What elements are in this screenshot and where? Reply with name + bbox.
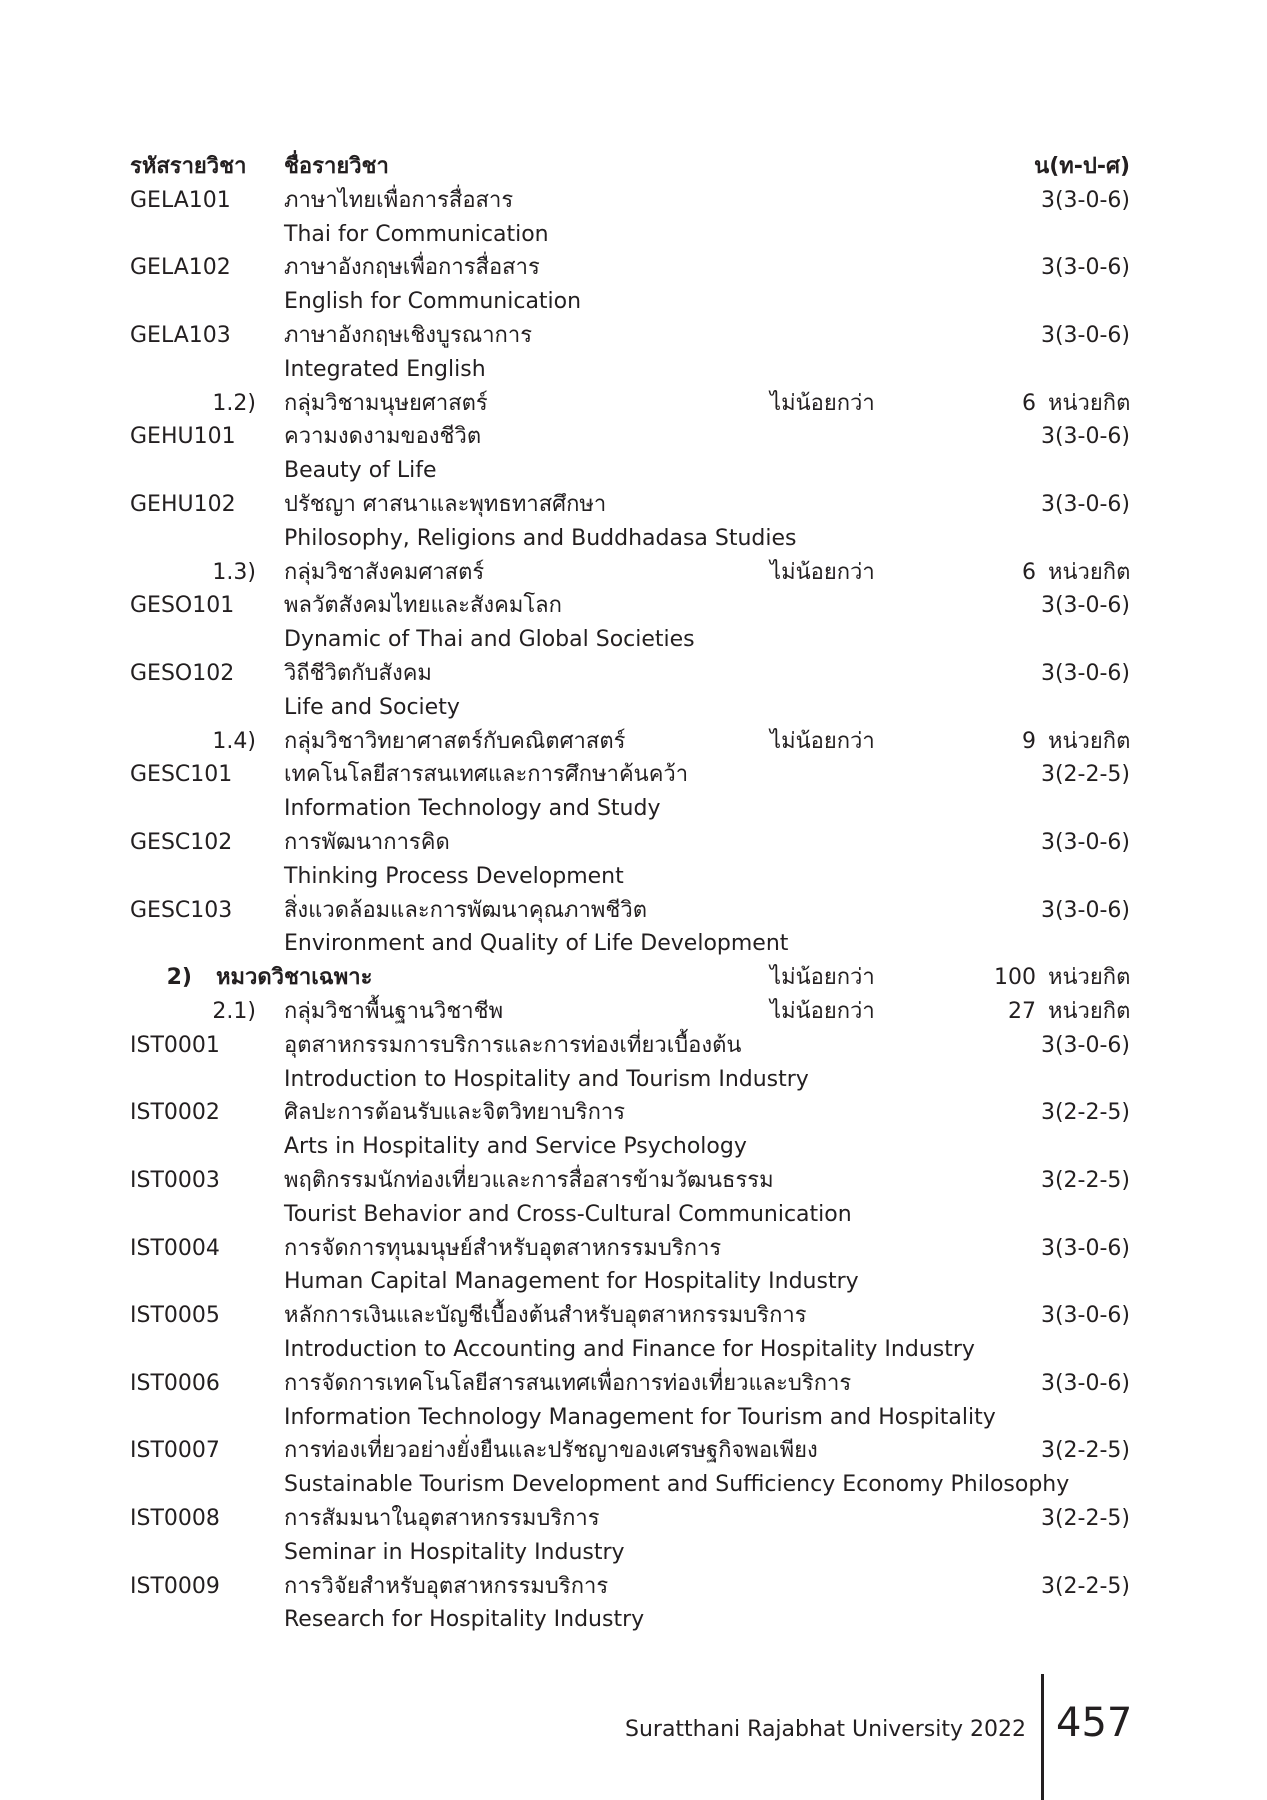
course-credit: 3(3-0-6)	[1040, 187, 1130, 213]
course-row-en	[0, 927, 1267, 961]
course-code: IST0004	[130, 1235, 220, 1261]
course-code: IST0006	[130, 1370, 220, 1396]
course-name-th: สิ่งแวดล้อมและการพัฒนาคุณภาพชีวิต	[284, 897, 647, 923]
course-row	[0, 1570, 1267, 1604]
group-credit-amount: 6	[1022, 559, 1036, 585]
course-row	[0, 319, 1267, 353]
course-code: GESC101	[130, 762, 233, 788]
course-code: IST0007	[130, 1438, 220, 1464]
table-header	[0, 150, 1267, 184]
course-credit: 3(3-0-6)	[1040, 1235, 1130, 1261]
course-credit: 3(3-0-6)	[1040, 424, 1130, 450]
course-code: GESC102	[130, 830, 233, 855]
course-row-en	[0, 623, 1267, 657]
group-condition: ไม่น้อยกว่า	[770, 390, 875, 416]
course-credit: 3(2-2-5)	[1040, 1506, 1130, 1531]
course-credit: 3(3-0-6)	[1040, 1370, 1130, 1396]
course-row	[0, 1367, 1267, 1401]
course-name-en: Sustainable Tourism Development and Sufficiency Economy Philosophy	[284, 1472, 1070, 1498]
course-name-th: ภาษาอังกฤษเพื่อการสื่อสาร	[284, 255, 540, 281]
course-code: GELA101	[130, 187, 231, 213]
course-credit: 3(2-2-5)	[1040, 762, 1130, 788]
group-condition: ไม่น้อยกว่า	[770, 559, 875, 585]
course-row-en	[0, 1603, 1267, 1637]
group-number: 1.4)	[212, 728, 256, 754]
course-name-en: Human Capital Management for Hospitality Industry	[284, 1269, 859, 1295]
course-credit: 3(3-0-6)	[1040, 830, 1130, 855]
course-credit: 3(3-0-6)	[1040, 1032, 1130, 1058]
course-name-en: Arts in Hospitality and Service Psychology	[284, 1134, 747, 1160]
course-name-en: Seminar in Hospitality Industry	[284, 1539, 625, 1565]
group-credit-amount: 100	[994, 965, 1036, 991]
course-row-en	[0, 792, 1267, 826]
course-credit: 3(2-2-5)	[1040, 1100, 1130, 1126]
group-name: กลุ่มวิชามนุษยศาสตร์	[284, 390, 488, 416]
course-row-en	[0, 1536, 1267, 1570]
course-code: IST0009	[130, 1573, 220, 1599]
course-credit: 3(2-2-5)	[1040, 1438, 1130, 1464]
course-code: GESO102	[130, 661, 235, 686]
group-credit-unit: หน่วยกิต	[1048, 999, 1131, 1024]
course-credit: 3(3-0-6)	[1040, 492, 1130, 517]
header-name: ชื่อรายวิชา	[284, 154, 389, 179]
group-credit-unit: หน่วยกิต	[1048, 728, 1131, 754]
course-name-th: การจัดการเทคโนโลยีสารสนเทศเพื่อการท่องเที่ยวและบริการ	[284, 1370, 852, 1396]
course-name-en: Tourist Behavior and Cross-Cultural Communication	[284, 1201, 852, 1227]
course-row	[0, 1299, 1267, 1333]
course-row-en	[0, 285, 1267, 319]
course-name-en: Introduction to Hospitality and Tourism Industry	[284, 1066, 809, 1092]
group-condition: ไม่น้อยกว่า	[770, 965, 875, 991]
course-row-en	[0, 1333, 1267, 1367]
course-row-en	[0, 522, 1267, 556]
course-name-en: Introduction to Accounting and Finance for Hospitality Industry	[284, 1337, 975, 1362]
course-credit: 3(3-0-6)	[1040, 323, 1130, 348]
course-credit: 3(2-2-5)	[1040, 1168, 1130, 1193]
course-name-th: เทคโนโลยีสารสนเทศและการศึกษาค้นคว้า	[284, 762, 689, 788]
course-row	[0, 589, 1267, 623]
group-name: กลุ่มวิชาวิทยาศาสตร์กับคณิตศาสตร์	[284, 728, 626, 754]
course-name-en: Beauty of Life	[284, 458, 437, 484]
course-row	[0, 251, 1267, 285]
course-credit: 3(3-0-6)	[1040, 897, 1130, 923]
course-row	[0, 1434, 1267, 1468]
group-condition: ไม่น้อยกว่า	[770, 999, 875, 1024]
course-row-en	[0, 1265, 1267, 1299]
course-row-en	[0, 1468, 1267, 1502]
group-condition: ไม่น้อยกว่า	[770, 728, 875, 754]
course-name-en: Information Technology and Study	[284, 796, 661, 822]
course-code: GESC103	[130, 897, 233, 923]
group-name: กลุ่มวิชาพื้นฐานวิชาชีพ	[284, 999, 504, 1024]
course-row-en	[0, 1401, 1267, 1435]
course-name-th: อุตสาหกรรมการบริการและการท่องเที่ยวเบื้องต้น	[284, 1032, 742, 1058]
category-row	[0, 961, 1267, 995]
course-name-th: การวิจัยสำหรับอุตสาหกรรมบริการ	[284, 1573, 609, 1599]
course-name-th: ศิลปะการต้อนรับและจิตวิทยาบริการ	[284, 1100, 626, 1126]
course-name-th: วิถีชีวิตกับสังคม	[284, 661, 432, 686]
group-number: 1.2)	[212, 390, 256, 416]
course-name-en: Philosophy, Religions and Buddhadasa Studies	[284, 525, 797, 551]
course-row-en	[0, 860, 1267, 894]
course-name-th: ภาษาอังกฤษเชิงบูรณาการ	[284, 323, 533, 348]
course-code: GESO101	[130, 593, 235, 619]
course-credit: 3(3-0-6)	[1040, 255, 1130, 281]
course-code: IST0001	[130, 1032, 220, 1058]
group-credit-unit: หน่วยกิต	[1048, 559, 1131, 585]
course-row	[0, 420, 1267, 454]
course-code: GELA102	[130, 255, 231, 281]
course-name-en: Thinking Process Development	[284, 863, 624, 889]
group-credit-amount: 27	[1008, 999, 1036, 1024]
course-credit: 3(3-0-6)	[1040, 1303, 1130, 1329]
course-row	[0, 657, 1267, 691]
course-row-en	[0, 1198, 1267, 1232]
course-row-en	[0, 1063, 1267, 1097]
course-name-en: Life and Society	[284, 694, 460, 720]
course-code: IST0002	[130, 1100, 220, 1126]
footer-text: Suratthani Rajabhat University 2022	[624, 1717, 1026, 1742]
course-row-en	[0, 1130, 1267, 1164]
course-name-th: การพัฒนาการคิด	[284, 830, 450, 855]
course-name-th: ภาษาไทยเพื่อการสื่อสาร	[284, 187, 514, 213]
course-row-en	[0, 218, 1267, 252]
course-code: IST0008	[130, 1506, 220, 1531]
course-row-en	[0, 454, 1267, 488]
course-credit: 3(3-0-6)	[1040, 593, 1130, 619]
course-name-th: ความงดงามของชีวิต	[284, 424, 482, 450]
course-code: IST0005	[130, 1303, 220, 1329]
course-row	[0, 184, 1267, 218]
group-credit-amount: 9	[1022, 728, 1036, 754]
course-row	[0, 1232, 1267, 1266]
course-name-th: พฤติกรรมนักท่องเที่ยวและการสื่อสารข้ามวัฒนธรรม	[284, 1168, 774, 1193]
group-credit-unit: หน่วยกิต	[1048, 965, 1131, 991]
course-row	[0, 894, 1267, 928]
course-name-th: ปรัชญา ศาสนาและพุทธทาสศึกษา	[284, 492, 607, 517]
group-row	[0, 387, 1267, 421]
course-name-en: Information Technology Management for Tourism and Hospitality	[284, 1404, 996, 1430]
course-name-en: Research for Hospitality Industry	[284, 1607, 645, 1633]
course-code: GEHU102	[130, 492, 236, 517]
course-row-en	[0, 353, 1267, 387]
course-name-th: การท่องเที่ยวอย่างยั่งยืนและปรัชญาของเศรษฐกิจพอเพียง	[284, 1438, 818, 1464]
group-row	[0, 995, 1267, 1029]
course-name-en: Dynamic of Thai and Global Societies	[284, 627, 695, 653]
course-row	[0, 488, 1267, 522]
group-number: 2)	[166, 965, 192, 991]
course-name-en: English for Communication	[284, 289, 582, 315]
page-number: 457	[1056, 1700, 1133, 1746]
course-name-en: Environment and Quality of Life Development	[284, 931, 789, 957]
course-credit: 3(3-0-6)	[1040, 661, 1130, 686]
group-name: หมวดวิชาเฉพาะ	[216, 965, 373, 991]
group-credit-unit: หน่วยกิต	[1048, 390, 1131, 416]
course-row	[0, 826, 1267, 860]
course-name-th: พลวัตสังคมไทยและสังคมโลก	[284, 593, 562, 619]
course-row-en	[0, 691, 1267, 725]
course-credit: 3(2-2-5)	[1040, 1573, 1130, 1599]
group-number: 1.3)	[212, 559, 256, 585]
course-row	[0, 758, 1267, 792]
course-name-en: Thai for Communication	[284, 221, 549, 247]
course-name-en: Integrated English	[284, 356, 486, 382]
course-name-th: การสัมมนาในอุตสาหกรรมบริการ	[284, 1506, 600, 1531]
header-code: รหัสรายวิชา	[130, 154, 247, 179]
group-number: 2.1)	[212, 999, 256, 1024]
group-name: กลุ่มวิชาสังคมศาสตร์	[284, 559, 485, 585]
group-row	[0, 725, 1267, 759]
group-row	[0, 556, 1267, 590]
course-code: GELA103	[130, 323, 231, 348]
course-code: GEHU101	[130, 424, 236, 450]
course-code: IST0003	[130, 1168, 220, 1193]
group-credit-amount: 6	[1022, 390, 1036, 416]
course-name-th: หลักการเงินและบัญชีเบื้องต้นสำหรับอุตสาหกรรมบริการ	[284, 1303, 807, 1329]
header-credit: น(ท-ป-ศ)	[1034, 154, 1130, 179]
course-name-th: การจัดการทุนมนุษย์สำหรับอุตสาหกรรมบริการ	[284, 1235, 722, 1261]
course-row	[0, 1096, 1267, 1130]
course-row	[0, 1502, 1267, 1536]
course-row	[0, 1164, 1267, 1198]
course-row	[0, 1029, 1267, 1063]
